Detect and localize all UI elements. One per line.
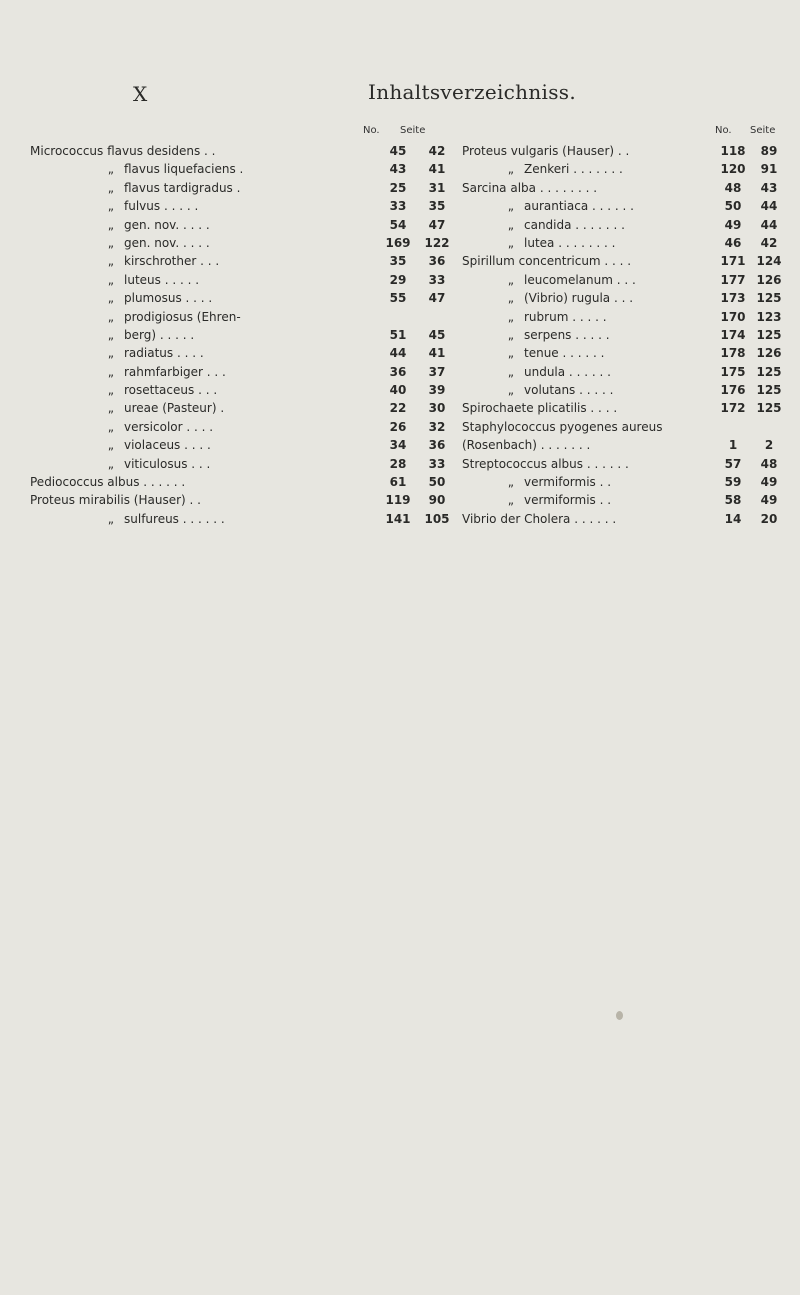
entry-name: „ rubrum . . . . . [507, 309, 607, 324]
entry-no: 58 [724, 493, 742, 508]
entry-name: Spirillum concentricum . . . . [462, 254, 632, 269]
entry-seite: 124 [756, 254, 782, 269]
index-row [462, 234, 792, 252]
entry-no: 51 [389, 327, 407, 342]
page-number: X [133, 82, 148, 106]
entry-name: „ fulvus . . . . . [107, 199, 199, 214]
left-no-header: No. [363, 125, 380, 136]
right-no-header: No. [715, 125, 732, 136]
entry-no: 170 [720, 309, 746, 324]
index-row [30, 252, 460, 270]
entry-no: 34 [389, 438, 407, 453]
entry-seite: 33 [428, 272, 446, 287]
index-row [30, 234, 460, 252]
entry-seite: 32 [428, 419, 446, 434]
index-row [462, 216, 792, 234]
page-title: Inhaltsverzeichniss. [368, 80, 576, 104]
entry-seite: 126 [756, 346, 782, 361]
index-row [462, 436, 792, 454]
entry-name: Sarcina alba . . . . . . . . [462, 180, 598, 195]
index-row [30, 491, 460, 509]
entry-no: 29 [389, 272, 407, 287]
paper-speck [616, 1011, 623, 1020]
entry-name: Vibrio der Cholera . . . . . . [462, 511, 617, 526]
index-row [30, 381, 460, 399]
index-row [30, 436, 460, 454]
entry-seite: 125 [756, 327, 782, 342]
entry-name: „ vermiformis . . [507, 475, 612, 490]
entry-no: 40 [389, 383, 407, 398]
index-row [30, 363, 460, 381]
entry-seite: 122 [424, 235, 450, 250]
index-row [30, 197, 460, 215]
index-row [30, 326, 460, 344]
entry-name: „ candida . . . . . . . [507, 217, 625, 232]
entry-name: Pediococcus albus . . . . . . [30, 475, 186, 490]
entry-no: 33 [389, 199, 407, 214]
entry-seite: 123 [756, 309, 782, 324]
entry-no: 1 [728, 438, 738, 453]
entry-seite: 89 [760, 144, 778, 158]
entry-no: 45 [389, 144, 407, 158]
entry-no: 22 [389, 401, 407, 416]
entry-seite: 45 [428, 327, 446, 342]
entry-name: „ serpens . . . . . [507, 327, 610, 342]
entry-seite: 33 [428, 456, 446, 471]
right-seite-header: Seite [750, 125, 776, 136]
entry-seite: 44 [760, 217, 778, 232]
index-row [462, 252, 792, 270]
entry-name: „ flavus liquefaciens . [107, 162, 244, 177]
entry-no: 59 [724, 475, 742, 490]
index-row [462, 326, 792, 344]
entry-seite: 36 [428, 254, 446, 269]
index-row [30, 473, 460, 491]
entry-seite: 37 [428, 364, 446, 379]
entry-no: 57 [724, 456, 742, 471]
entry-no: 54 [389, 217, 407, 232]
entry-name: „ gen. nov. . . . . [107, 217, 210, 232]
index-row [462, 289, 792, 307]
entry-no: 175 [720, 364, 746, 379]
entry-no: 174 [720, 327, 746, 342]
entry-no: 48 [724, 180, 742, 195]
entry-no: 50 [724, 199, 742, 214]
index-row [462, 160, 792, 178]
index-row [462, 271, 792, 289]
entry-no: 118 [720, 144, 746, 158]
entry-no: 172 [720, 401, 746, 416]
index-row [30, 160, 460, 178]
entry-seite: 125 [756, 364, 782, 379]
entry-no: 28 [389, 456, 407, 471]
entry-seite: 90 [428, 493, 446, 508]
entry-name: „ ureae (Pasteur) . [107, 401, 225, 416]
entry-name: Proteus vulgaris (Hauser) . . [462, 144, 630, 158]
entry-name: „ berg) . . . . . [107, 327, 195, 342]
index-row [462, 381, 792, 399]
entry-no: 46 [724, 235, 742, 250]
entry-seite: 91 [760, 162, 778, 177]
entry-name: „ sulfureus . . . . . . [107, 511, 225, 526]
entry-name: „ plumosus . . . . [107, 291, 213, 306]
index-row [462, 418, 792, 436]
entry-name: Staphylococcus pyogenes aureus [462, 419, 663, 434]
entry-name: „ aurantiaca . . . . . . [507, 199, 634, 214]
index-row [462, 399, 792, 417]
entry-name: „ viticulosus . . . [107, 456, 211, 471]
index-row [462, 363, 792, 381]
entry-seite: 125 [756, 401, 782, 416]
entry-name: „ vermiformis . . [507, 493, 612, 508]
entry-seite: 41 [428, 346, 446, 361]
entry-no: 120 [720, 162, 746, 177]
index-row [462, 510, 792, 528]
index-row [462, 473, 792, 491]
entry-name: „ rosettaceus . . . [107, 383, 218, 398]
entry-no: 178 [720, 346, 746, 361]
entry-name: „ (Vibrio) rugula . . . [507, 291, 634, 306]
left-seite-header: Seite [400, 125, 426, 136]
entry-name: „ luteus . . . . . [107, 272, 200, 287]
index-row [30, 418, 460, 436]
right-index-column [462, 142, 792, 528]
entry-name: (Rosenbach) . . . . . . . [462, 438, 591, 453]
entry-name: „ leucomelanum . . . [507, 272, 636, 287]
index-row [462, 197, 792, 215]
entry-name: „ gen. nov. . . . . [107, 235, 210, 250]
index-row [30, 179, 460, 197]
entry-seite: 125 [756, 291, 782, 306]
index-row [462, 455, 792, 473]
entry-seite: 50 [428, 475, 446, 490]
entry-no: 169 [385, 235, 411, 250]
entry-name: „ lutea . . . . . . . . [507, 235, 616, 250]
entry-no: 36 [389, 364, 407, 379]
index-row [462, 491, 792, 509]
index-row [30, 142, 460, 160]
entry-name: „ volutans . . . . . [507, 383, 614, 398]
entry-no: 14 [724, 511, 742, 526]
entry-name: „ violaceus . . . . [107, 438, 211, 453]
entry-name: Streptococcus albus . . . . . . [462, 456, 629, 471]
entry-seite: 48 [760, 456, 778, 471]
entry-name: Micrococcus flavus desidens . . [30, 144, 216, 158]
index-row [462, 308, 792, 326]
entry-seite: 30 [428, 401, 446, 416]
entry-no: 26 [389, 419, 407, 434]
entry-no: 43 [389, 162, 407, 177]
index-row [30, 344, 460, 362]
entry-name: „ prodigiosus (Ehren- [107, 309, 241, 324]
index-row [30, 289, 460, 307]
entry-name: „ tenue . . . . . . [507, 346, 605, 361]
entry-no: 141 [385, 511, 411, 526]
index-row [30, 271, 460, 289]
entry-seite: 42 [428, 144, 446, 158]
index-row [30, 510, 460, 528]
entry-no: 171 [720, 254, 746, 269]
entry-no: 176 [720, 383, 746, 398]
entry-seite: 125 [756, 383, 782, 398]
entry-seite: 126 [756, 272, 782, 287]
entry-seite: 39 [428, 383, 446, 398]
entry-seite: 41 [428, 162, 446, 177]
entry-name: „ radiatus . . . . [107, 346, 204, 361]
entry-no: 119 [385, 493, 411, 508]
index-row [30, 308, 460, 326]
entry-seite: 105 [424, 511, 450, 526]
index-row [462, 344, 792, 362]
entry-seite: 2 [764, 438, 774, 453]
entry-seite: 49 [760, 493, 778, 508]
entry-seite: 44 [760, 199, 778, 214]
entry-no: 44 [389, 346, 407, 361]
entry-name: „ flavus tardigradus . [107, 180, 241, 195]
index-row [30, 455, 460, 473]
entry-name: „ versicolor . . . . [107, 419, 214, 434]
entry-no: 35 [389, 254, 407, 269]
entry-seite: 31 [428, 180, 446, 195]
left-index-column [30, 142, 460, 528]
entry-no: 49 [724, 217, 742, 232]
index-row [30, 216, 460, 234]
entry-name: „ Zenkeri . . . . . . . [507, 162, 623, 177]
index-row [462, 142, 792, 160]
index-row [30, 399, 460, 417]
entry-seite: 49 [760, 475, 778, 490]
entry-seite: 42 [760, 235, 778, 250]
entry-no: 55 [389, 291, 407, 306]
entry-name: „ kirschrother . . . [107, 254, 220, 269]
entry-no: 25 [389, 180, 407, 195]
entry-seite: 36 [428, 438, 446, 453]
entry-name: „ rahmfarbiger . . . [107, 364, 226, 379]
entry-name: Proteus mirabilis (Hauser) . . [30, 493, 201, 508]
entry-seite: 47 [428, 217, 446, 232]
entry-name: Spirochaete plicatilis . . . . [462, 401, 618, 416]
entry-seite: 35 [428, 199, 446, 214]
entry-no: 61 [389, 475, 407, 490]
entry-seite: 20 [760, 511, 778, 526]
entry-name: „ undula . . . . . . [507, 364, 611, 379]
entry-no: 177 [720, 272, 746, 287]
entry-seite: 47 [428, 291, 446, 306]
index-row [462, 179, 792, 197]
entry-no: 173 [720, 291, 746, 306]
entry-seite: 43 [760, 180, 778, 195]
